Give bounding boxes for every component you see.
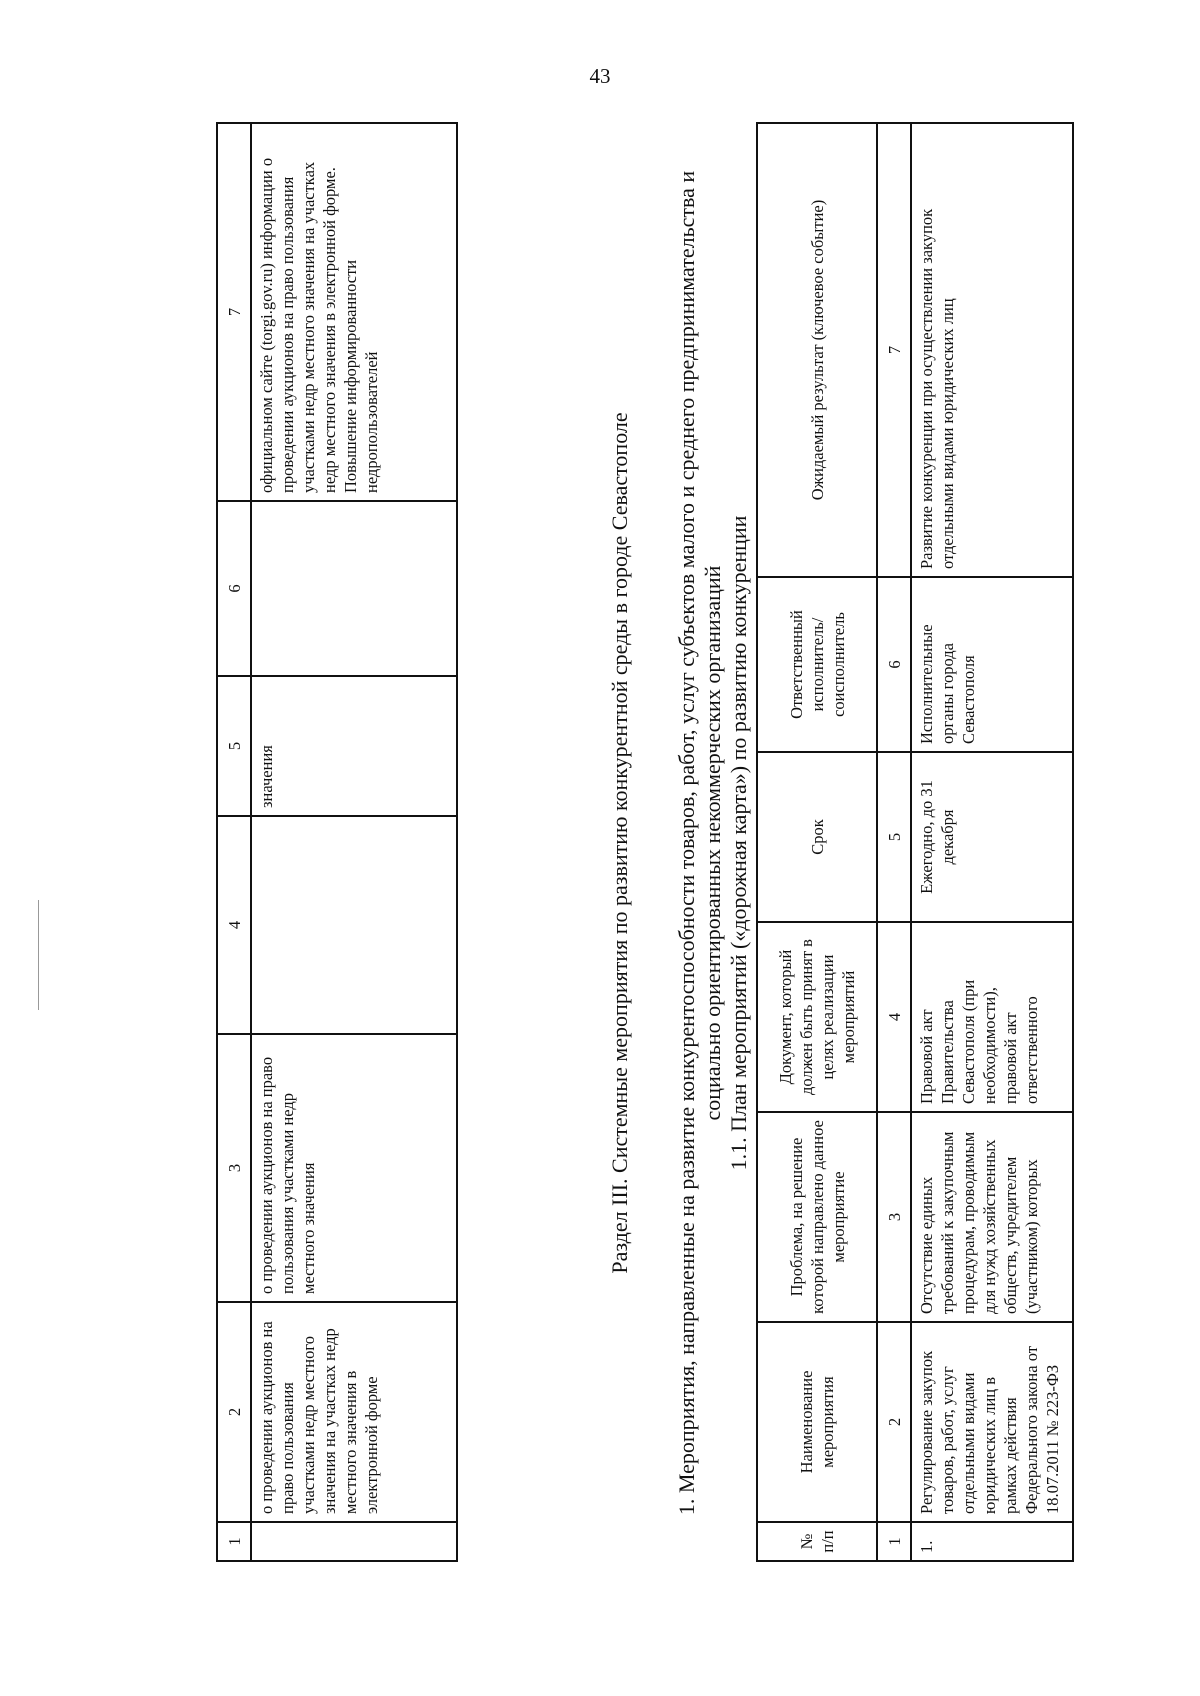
section-title: Раздел III. Системные мероприятия по развитию конкурентной среды в городе Севастополе [607, 412, 632, 1274]
plan-table [756, 122, 1074, 1562]
column-header: Проблема, на решение которой направлено данное мероприятие [757, 1112, 877, 1322]
table-row [911, 123, 1073, 1561]
table-cell [251, 1522, 457, 1561]
col-num: 2 [217, 1302, 251, 1522]
column-header: Наименование мероприятия [757, 1322, 877, 1522]
table-cell: Отсутствие единых требований к закупочным процедурам, проводимым для нужд хозяйственных обществ, учредителем (участником) которых [911, 1112, 1073, 1322]
measures-title: 1. Мероприятия, направленные на развитие конкурентоспособности товаров, работ, услуг субъектов малого и среднего предпринимательства и социально ориентированных некоммерческих организаций [674, 170, 725, 1516]
column-number-row [217, 123, 251, 1561]
continued-table [216, 122, 458, 1562]
column-header: Документ, который должен быть принят в целях реализации мероприятий [757, 922, 877, 1112]
col-num: 4 [217, 816, 251, 1034]
column-header: № п/п [757, 1522, 877, 1561]
table-cell [251, 501, 457, 676]
column-number-row [877, 123, 911, 1561]
table-row [251, 123, 457, 1561]
header-row [757, 123, 877, 1561]
col-num: 3 [877, 1112, 911, 1322]
table-cell: значения [251, 676, 457, 816]
col-num: 4 [877, 922, 911, 1112]
col-num: 6 [877, 577, 911, 752]
table-cell: о проведении аукционов на право пользования участками недр местного значения [251, 1034, 457, 1302]
col-num: 6 [217, 501, 251, 676]
col-num: 1 [217, 1522, 251, 1561]
col-num: 7 [217, 123, 251, 501]
column-header: Ожидаемый результат (ключевое событие) [757, 123, 877, 577]
table-cell: о проведении аукционов на право пользования участками недр местного значения на участках недр местного значения в электронной форме [251, 1302, 457, 1522]
table-cell: Развитие конкуренции при осуществлении закупок отдельными видами юридических лиц [911, 123, 1073, 577]
margin-mark [38, 900, 39, 1010]
table-cell: Ежегодно, до 31 декабря [911, 752, 1073, 922]
section-headings [606, 124, 752, 1562]
col-num: 5 [877, 752, 911, 922]
col-num: 7 [877, 123, 911, 577]
table-cell: 1. [911, 1522, 1073, 1561]
table-cell: Исполнительные органы города Севастополя [911, 577, 1073, 752]
table-cell: Регулирование закупок товаров, работ, услуг отдельными видами юридических лиц в рамках действия Федерального закона от 18.07.2011 № 223-ФЗ [911, 1322, 1073, 1522]
page-number: 43 [589, 64, 611, 88]
plan-title: 1.1. План мероприятий («дорожная карта») по развитию конкуренции [726, 515, 751, 1171]
col-num: 2 [877, 1322, 911, 1522]
table-cell [251, 816, 457, 1034]
col-num: 3 [217, 1034, 251, 1302]
column-header: Срок [757, 752, 877, 922]
col-num: 5 [217, 676, 251, 816]
column-header: Ответственный исполнитель/ соисполнитель [757, 577, 877, 752]
rotated-page-content [216, 124, 1062, 1562]
table-cell: Правовой акт Правительства Севастополя (при необходимости), правовой акт ответственного [911, 922, 1073, 1112]
col-num: 1 [877, 1522, 911, 1561]
table-cell: официальном сайте (torgi.gov.ru) информации о проведении аукционов на право пользования участками недр местного значения на участках недр местного значения в электронной форме. Повышение информированности недропользователей [251, 123, 457, 501]
